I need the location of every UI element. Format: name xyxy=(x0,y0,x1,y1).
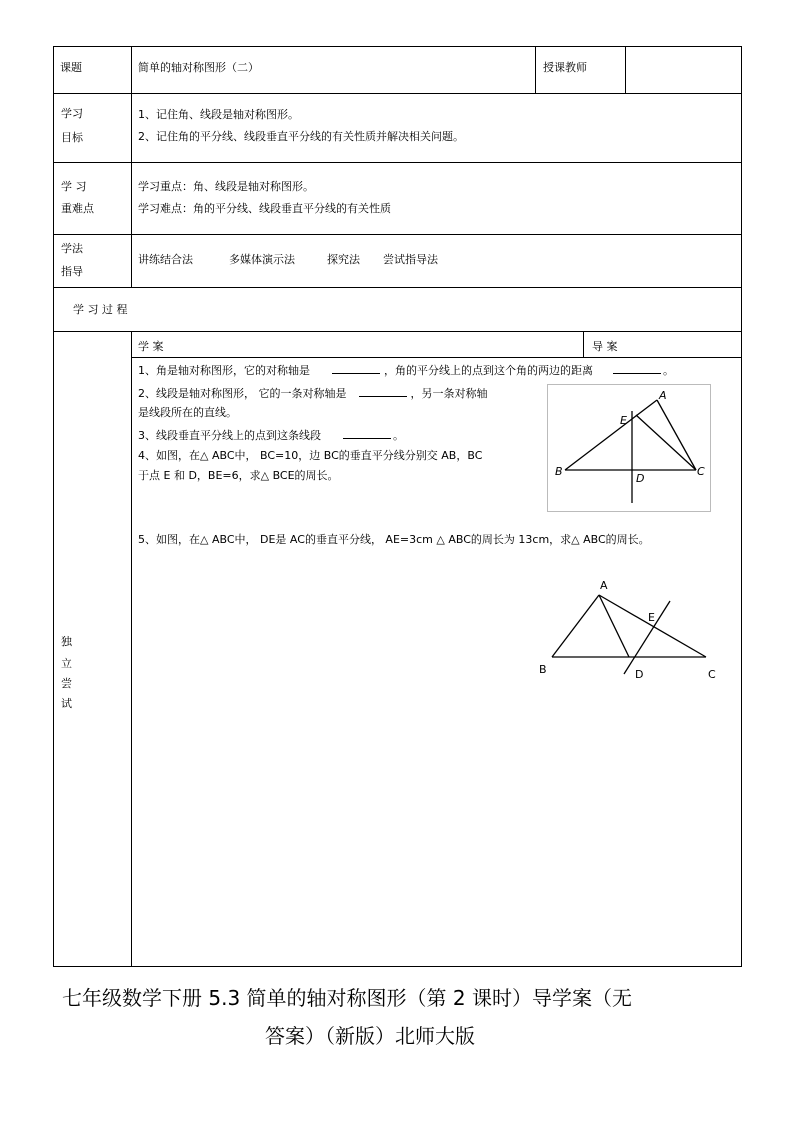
method-item-2: 多媒体演示法 xyxy=(229,253,295,266)
difficulty-text: 学习难点：角的平分线、线段垂直平分线的有关性质 xyxy=(138,202,391,215)
q3-part-a: 3、线段垂直平分线上的点到这条线段 xyxy=(138,429,321,442)
fig1-label-b: B xyxy=(555,465,563,478)
question-1 xyxy=(138,363,674,378)
document-title-line-2: 答案）（新版）北师大版 xyxy=(265,1024,475,1048)
fig2-label-d: D xyxy=(635,668,644,681)
fig2-segment-ac xyxy=(599,595,706,657)
q1-part-a: 1、角是轴对称图形，它的对称轴是 xyxy=(138,364,310,377)
methods-label-line1: 学法 xyxy=(61,242,83,255)
fig2-label-a: A xyxy=(600,579,608,592)
q2-part-c: 是线段所在的直线。 xyxy=(138,406,237,419)
method-item-1: 讲练结合法 xyxy=(138,253,193,266)
q4-line-a: 4、如图，在△ ABC中， BC=10，边 BC的垂直平分线分别交 AB，BC xyxy=(138,449,483,462)
method-item-4: 尝试指导法 xyxy=(383,253,438,266)
question-2 xyxy=(138,386,488,401)
fig1-label-e: E xyxy=(620,414,627,427)
q1-end: 。 xyxy=(663,364,674,377)
document-title-line-1: 七年级数学下册 5.3 简单的轴对称图形（第 2 课时）导学案（无 xyxy=(62,986,632,1010)
q1-blank-1 xyxy=(332,363,380,374)
topic-label: 课题 xyxy=(60,61,82,74)
keypoints-label-line2: 重难点 xyxy=(61,202,94,215)
q5-text: 5、如图，在△ ABC中， DE是 AC的垂直平分线， AE=3cm △ ABC的周长为 13cm，求△ ABC的周长。 xyxy=(138,533,650,546)
q1-blank-2 xyxy=(613,363,661,374)
section-label-char-1: 独 xyxy=(61,635,72,648)
keypoints-label-line1: 学 习 xyxy=(61,180,87,193)
q2-part-a: 2、线段是轴对称图形， 它的一条对称轴是 xyxy=(138,387,347,400)
fig2-segment-ab xyxy=(552,595,599,657)
q3-end: 。 xyxy=(393,429,404,442)
q4-line-b: 于点 E 和 D，BE=6，求△ BCE的周长。 xyxy=(138,469,339,482)
goals-label-line1: 学习 xyxy=(61,107,83,120)
q2-blank-1 xyxy=(359,386,407,397)
question-3 xyxy=(138,428,404,443)
fig2-perpendicular-bisector xyxy=(624,601,670,674)
col-study-header: 学 案 xyxy=(138,340,164,353)
process-title: 学 习 过 程 xyxy=(73,303,128,316)
goal-item-2: 2、记住角的平分线、线段垂直平分线的有关性质并解决相关问题。 xyxy=(138,130,464,143)
col-guide-header: 导 案 xyxy=(592,340,618,353)
goals-label-line2: 目标 xyxy=(61,131,83,144)
section-label-char-3: 尝 xyxy=(61,677,72,690)
fig1-label-c: C xyxy=(697,465,705,478)
section-label-char-2: 立 xyxy=(61,657,72,670)
topic-value: 简单的轴对称图形（二） xyxy=(138,61,259,74)
section-label-char-4: 试 xyxy=(61,697,72,710)
fig2-label-b: B xyxy=(539,663,547,676)
teacher-label: 授课教师 xyxy=(543,61,587,74)
focus-text: 学习重点：角、线段是轴对称图形。 xyxy=(138,180,314,193)
fig1-label-a: A xyxy=(659,389,667,402)
q2-part-b: ，另一条对称轴 xyxy=(410,387,488,400)
methods-label-line2: 指导 xyxy=(61,265,83,278)
fig2-label-c: C xyxy=(708,668,716,681)
fig2-label-e: E xyxy=(648,611,655,624)
goal-item-1: 1、记住角、线段是轴对称图形。 xyxy=(138,108,299,121)
figure-1 xyxy=(547,384,711,512)
fig1-label-d: D xyxy=(636,472,645,485)
q1-part-b: ，角的平分线上的点到这个角的两边的距离 xyxy=(384,364,593,377)
q3-blank-1 xyxy=(343,428,391,439)
method-item-3: 探究法 xyxy=(327,253,360,266)
figure-2 xyxy=(533,575,725,685)
